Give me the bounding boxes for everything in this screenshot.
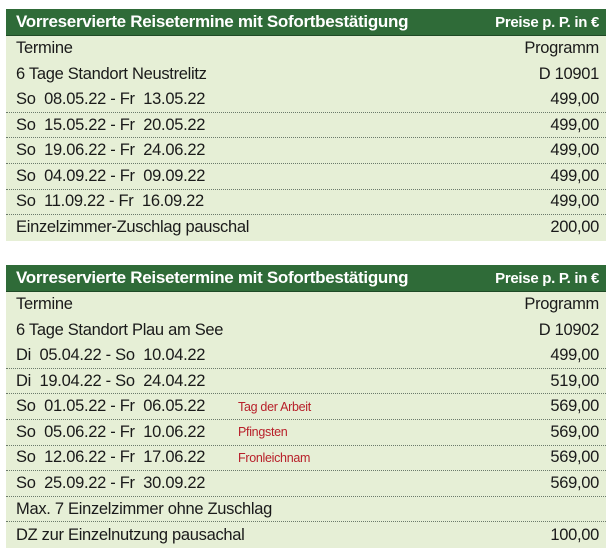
table-header (6, 265, 606, 292)
price: 499,00 (550, 89, 599, 108)
column-header-program: Programm (524, 39, 599, 58)
price-unit-label: Preise p. P. in € (495, 269, 599, 287)
table-title: Vorreservierte Reisetermine mit Sofortbestätigung (16, 268, 409, 287)
program-name: 6 Tage Standort Plau am See (16, 320, 224, 339)
date-range: So 25.09.22 - Fr 30.09.22 (16, 473, 206, 492)
table-row (6, 394, 606, 420)
date-range: Di 05.04.22 - So 10.04.22 (16, 345, 206, 364)
price: 519,00 (550, 371, 599, 390)
price: 499,00 (550, 166, 599, 185)
holiday-note: Tag der Arbeit (238, 399, 311, 414)
surcharge-row (6, 215, 606, 241)
price: 499,00 (550, 141, 599, 160)
max-single-rooms-label: Max. 7 Einzelzimmer ohne Zuschlag (16, 499, 273, 518)
price: 499,00 (550, 345, 599, 364)
table-row (6, 113, 606, 139)
program-row (6, 62, 606, 88)
price: 569,00 (550, 473, 599, 492)
price: 569,00 (550, 397, 599, 416)
column-header-program: Programm (524, 295, 599, 314)
price-unit-label: Preise p. P. in € (495, 13, 599, 31)
date-range: So 12.06.22 - Fr 17.06.22 (16, 448, 206, 467)
program-row (6, 318, 606, 344)
price: 499,00 (550, 115, 599, 134)
date-range: So 01.05.22 - Fr 06.05.22 (16, 397, 206, 416)
table-row (6, 471, 606, 497)
date-range: So 08.05.22 - Fr 13.05.22 (16, 89, 206, 108)
table-row (6, 420, 606, 446)
table-row (6, 446, 606, 472)
table-row (6, 164, 606, 190)
price: 499,00 (550, 192, 599, 211)
table-title: Vorreservierte Reisetermine mit Sofortbestätigung (16, 12, 409, 31)
price: 569,00 (550, 422, 599, 441)
max-single-rooms-row (6, 497, 606, 523)
holiday-note: Pfingsten (238, 425, 288, 440)
table-row (6, 343, 606, 369)
surcharge-label: Einzelzimmer-Zuschlag pauschal (16, 218, 250, 237)
table-row (6, 138, 606, 164)
holiday-note: Fronleichnam (238, 450, 311, 465)
surcharge-row (6, 522, 606, 548)
table-row (6, 87, 606, 113)
table-header (6, 9, 606, 36)
surcharge-label: DZ zur Einzelnutzung pausachal (16, 525, 245, 544)
surcharge-price: 100,00 (550, 525, 599, 544)
program-code: D 10901 (538, 64, 599, 83)
date-range: So 15.05.22 - Fr 20.05.22 (16, 115, 206, 134)
date-range: So 19.06.22 - Fr 24.06.22 (16, 141, 206, 160)
date-range: So 04.09.22 - Fr 09.09.22 (16, 166, 206, 185)
column-header-dates: Termine (16, 39, 73, 58)
column-header-dates: Termine (16, 295, 73, 314)
program-name: 6 Tage Standort Neustrelitz (16, 64, 207, 83)
price-table-plau (6, 265, 606, 548)
price: 569,00 (550, 448, 599, 467)
table-row (6, 369, 606, 395)
column-headers (6, 292, 606, 318)
program-code: D 10902 (538, 320, 599, 339)
table-row (6, 190, 606, 216)
date-range: So 11.09.22 - Fr 16.09.22 (16, 192, 204, 211)
date-range: So 05.06.22 - Fr 10.06.22 (16, 422, 206, 441)
date-range: Di 19.04.22 - So 24.04.22 (16, 371, 206, 390)
column-headers (6, 36, 606, 62)
price-table-neustrelitz (6, 9, 606, 241)
surcharge-price: 200,00 (550, 218, 599, 237)
